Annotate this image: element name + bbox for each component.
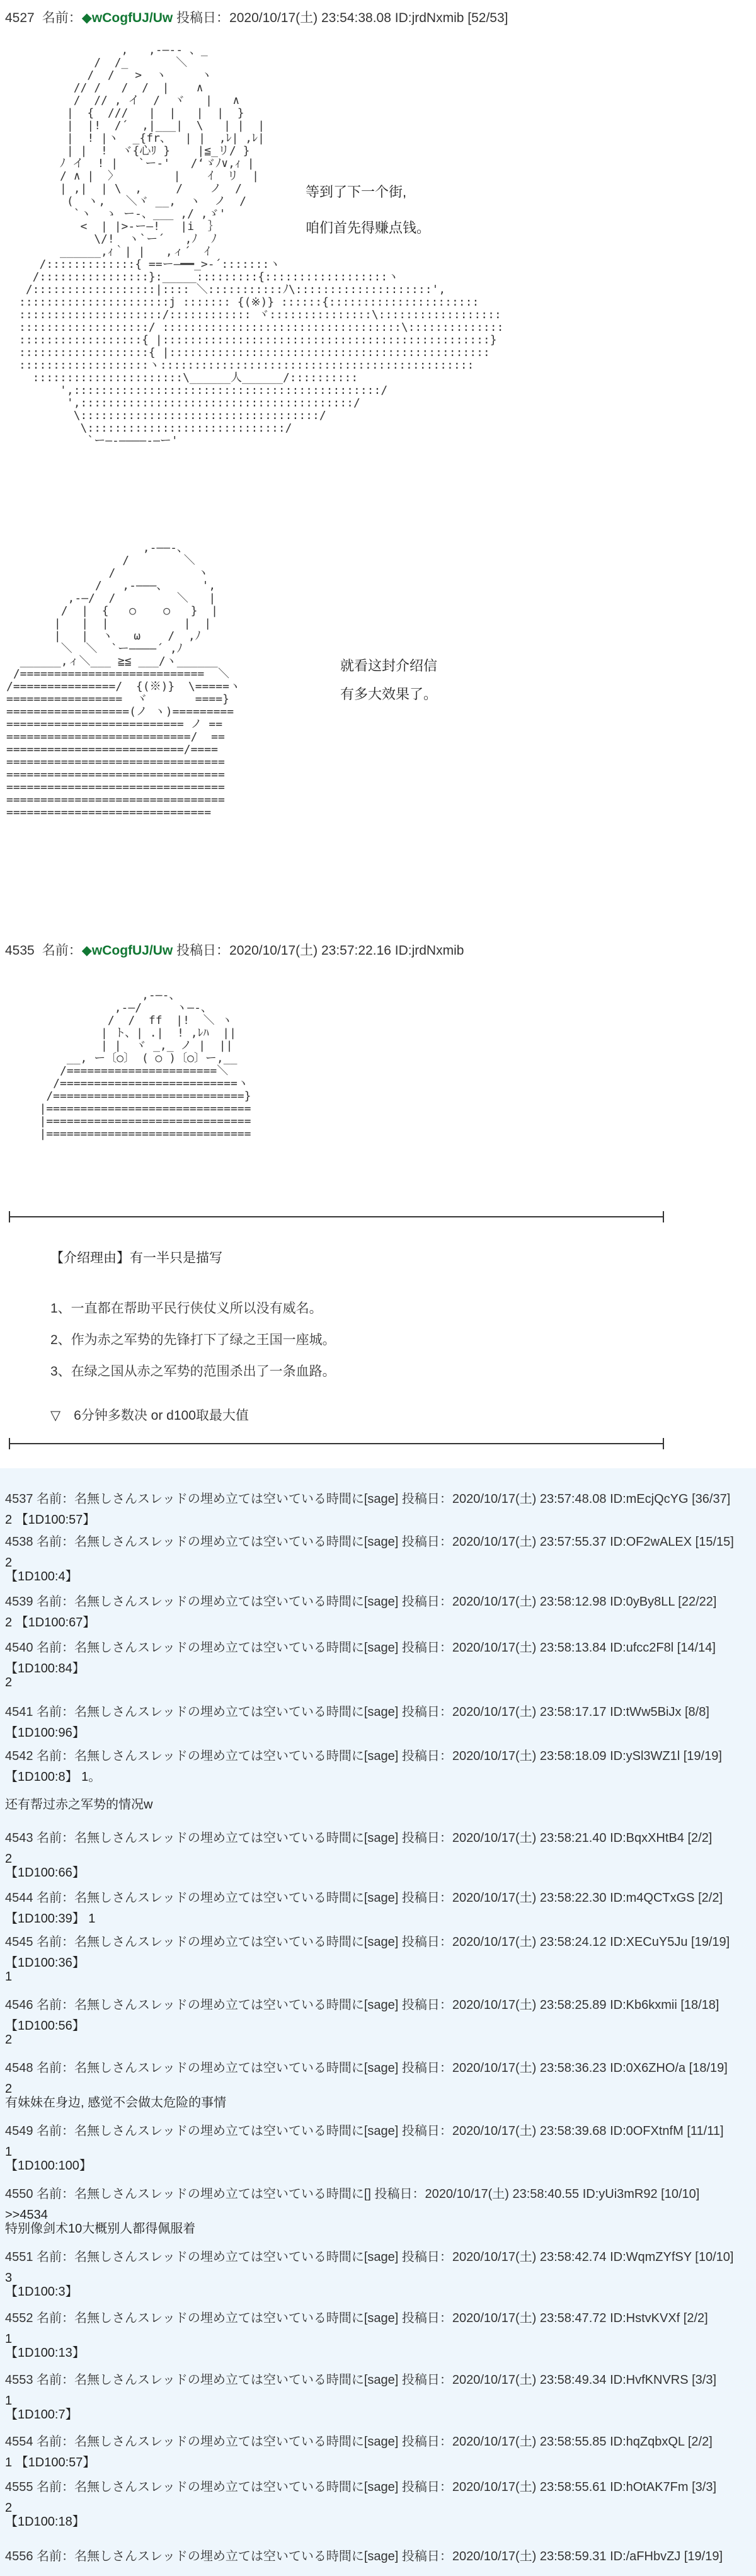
divider-tick	[663, 1438, 664, 1449]
reply-post	[5, 2369, 748, 2422]
reply-header[interactable]: 4544 名前：名無しさんスレッドの埋め立ては空いている時間に[sage] 投稿日：2020/10/17(土) 23:58:22.30 ID:m4QCTxGS [2/2]	[5, 1891, 723, 1905]
reply-post	[5, 1931, 748, 1984]
dialogue-line: 有多大效果了。	[340, 686, 438, 702]
post-number[interactable]: 4535	[5, 943, 35, 958]
divider-tick	[663, 1211, 664, 1222]
reply-body: 1 【1D100:13】	[5, 2332, 85, 2360]
intro-title: 【介绍理由】有一半只是描写	[50, 1251, 222, 1265]
dialogue-line: 就看这封介绍信	[340, 658, 438, 674]
ascii-art-girl: , ,-―-- 、_ / /_ ＼ / / > ヽ ヽ // / / / | ∧ / // , イ / ヾ | ∧ | { /// | | | | } | |! /´ ,|___| \ | | | | ! |ヽ _{fr、 | | ,ﾚ| ,ﾚ| | | ! ヾ{心ﾘ } |≦_リ/ } ﾉ イ ! | `ー‐' /‘ゞﾉ∨,ｨ | / ∧ | 〉 | ｲ リ | | ,| | \ , / ノ / ( ヽ, ＼ヾ __, ヽ ノ / `ヽ ゝ ー-、___ ,/ ,ゞ' < | |>-ー―! |i ｝ \/! ヽ`ー´ ,ﾉ ﾉ ______,ｨ｀| | ,ィ´ ｲ /:::::::::::::{ ==ー―━━_>‐´:::::::ヽ /::::::::::::::::}:_____:::::::::{::::::::::::::::::ヽ /::::::::::::::::::|:::: ＼:::::::::::ﾉ\::::::::::::::::::::', ::::::::::::::::::::::j ::::::: {(※)} ::::::{:::::::::::::::::::::: :::::::::::::::::::::/:::::::::::: ヾ:::::::::::::::\:::::::::::::::::: :::::::::::::::::::/ :::::::::::::::::::::::::::::::::::\:::::::::::::: ::::::::::::::::::{ |::::::::::::::::::::::::::::::::::::::::::::::::} :::::::::::::::::::{ |::::::::::::::::::::::::::::::::::::::::::::::: :::::::::::::::::::ヽ:::::::::::::::::::::::::::::::::::::::::::::: ::::::::::::::::::::::\______人______/:::::::::: ',:::::::::::::::::::::::::::::::::::::::::::::/ ',::::::::::::::::::::::::::::::::::::::::/ \:::::::::::::::::::::::::::::::::::/ \:::::::::::::::::::::::::::::/ `ー―‐――――‐―ー'	[19, 43, 504, 447]
reply-body: 1 【1D100:7】	[5, 2394, 78, 2422]
reply-body: 2 有妹妹在身边, 感觉不会做太危险的事情	[5, 2082, 227, 2110]
post-header-4535	[5, 940, 464, 959]
reply-post	[5, 2308, 748, 2360]
reply-header[interactable]: 4538 名前：名無しさんスレッドの埋め立ては空いている時間に[sage] 投稿日：2020/10/17(土) 23:57:55.37 ID:OF2wALEX [15/15]	[5, 1535, 734, 1549]
reply-header[interactable]: 4553 名前：名無しさんスレッドの埋め立ては空いている時間に[sage] 投稿日：2020/10/17(土) 23:58:49.34 ID:HvfKNVRS [3/3]	[5, 2373, 717, 2387]
reply-header[interactable]: 4539 名前：名無しさんスレッドの埋め立ては空いている時間に[sage] 投稿日：2020/10/17(土) 23:58:12.98 ID:0yBy8LL [22/22]	[5, 1595, 717, 1609]
reply-header[interactable]: 4542 名前：名無しさんスレッドの埋め立ては空いている時間に[sage] 投稿日：2020/10/17(土) 23:58:18.09 ID:ySl3WZ1l [19/19]	[5, 1749, 722, 1763]
divider-bottom	[9, 1443, 664, 1444]
ascii-art-character: ,-―-、 ,-―/ ヽ―-、 / / ff |! ＼ ヽ | ト、| .| ! ,ﾚﾊ || | | ヾ _,_ ノ | || __, ー〔○〕 ( ○ )〔○〕ー,__ /======================＼ /==========================ヽ /============================} |============================== |============================== |==============================	[39, 989, 251, 1141]
reply-post	[5, 1531, 748, 1584]
reply-body: 2 【1D100:67】	[5, 1616, 96, 1630]
reply-body: 2 【1D100:4】	[5, 1556, 78, 1584]
name-label: 名前：	[42, 11, 82, 25]
reply-body: 【1D100:8】 1。 还有帮过赤之军势的情况w	[5, 1770, 153, 1812]
ascii-art-letter: ,-――-、 / ＼ / ヽ / ,-―――、 ', ,-―/ / ＼ | / | { ○ ○ } | | | | | | | | ヽ ω / ,ﾉ ＼ ＼ `ー――――´ ,ﾉ ______,ィ＼___ ≧≦ ___/ヽ______ /=========================== ＼ /===============/ {(※)} \=====ヽ ================= ヾ ====} ==================(ノ ヽ)========= ========================== ノ == ===========================/ == ==========================/==== ================================ ================================ ================================ ================================ ==============================	[6, 541, 241, 819]
post-meta: 投稿日：2020/10/17(土) 23:57:22.16 ID:jrdNxmib	[176, 943, 464, 958]
dialogue-line: 等到了下一个街,	[306, 184, 407, 200]
reply-header[interactable]: 4546 名前：名無しさんスレッドの埋め立ては空いている時間に[sage] 投稿日：2020/10/17(土) 23:58:25.89 ID:Kb6kxmii [18/18]	[5, 1998, 719, 2012]
reply-header[interactable]: 4543 名前：名無しさんスレッドの埋め立ては空いている時間に[sage] 投稿日：2020/10/17(土) 23:58:21.40 ID:BqxXHtB4 [2/2]	[5, 1831, 713, 1845]
reply-body: 【1D100:36】 1	[5, 1956, 85, 1984]
reply-post	[5, 1887, 748, 1926]
divider-tick	[9, 1211, 10, 1222]
reply-body: 【1D100:96】	[5, 1726, 85, 1740]
reply-header[interactable]: 4541 名前：名無しさんスレッドの埋め立ては空いている時間に[sage] 投稿日：2020/10/17(土) 23:58:17.17 ID:tWw5BiJx [8/8]	[5, 1705, 709, 1719]
reply-body: >>4534 特别像剑术10大概别人都得佩服着	[5, 2208, 196, 2236]
vote-note: ▽ 6分钟多数决 or d100取最大值	[50, 1408, 249, 1423]
reply-post	[5, 2057, 748, 2110]
name-label: 名前：	[42, 943, 82, 958]
reply-body: 2 【1D100:57】	[5, 1513, 96, 1527]
reply-header[interactable]: 4548 名前：名無しさんスレッドの埋め立ては空いている時間に[sage] 投稿日：2020/10/17(土) 23:58:36.23 ID:0X6ZHO/a [18/19]	[5, 2061, 728, 2075]
post-number[interactable]: 4527	[5, 11, 35, 25]
reply-body: 1 【1D100:100】	[5, 2145, 92, 2173]
reply-post	[5, 1488, 748, 1527]
reply-header[interactable]: 4549 名前：名無しさんスレッドの埋め立ては空いている時間に[sage] 投稿日：2020/10/17(土) 23:58:39.68 ID:0OFXtnfM [11/11]	[5, 2124, 724, 2138]
reply-body: 1 【1D100:57】	[5, 2456, 96, 2470]
reply-header[interactable]: 4556 名前：名無しさんスレッドの埋め立ては空いている時間に[sage] 投稿日：2020/10/17(土) 23:58:59.31 ID:/aFHbvZJ [19/19]	[5, 2550, 723, 2563]
reply-post	[5, 1637, 748, 1689]
reply-body: 【1D100:84】 2	[5, 1662, 85, 1689]
reply-header[interactable]: 4551 名前：名無しさんスレッドの埋め立ては空いている時間に[sage] 投稿日：2020/10/17(土) 23:58:42.74 ID:WqmZYfSY [10/10]	[5, 2250, 734, 2264]
reply-body: 【1D100:56】 2	[5, 2019, 85, 2047]
reply-body: 【1D100:39】 1	[5, 1912, 96, 1926]
reply-body: 3 【1D100:3】	[5, 2271, 78, 2299]
reply-header[interactable]: 4540 名前：名無しさんスレッドの埋め立ては空いている時間に[sage] 投稿日：2020/10/17(土) 23:58:13.84 ID:ufcc2F8l [14/14]	[5, 1641, 716, 1655]
dialogue-line: 咱们首先得赚点钱。	[306, 220, 431, 236]
divider-tick	[9, 1438, 10, 1449]
reply-post	[5, 1701, 748, 1740]
reply-body: 2 【1D100:66】	[5, 1852, 85, 1880]
reply-header[interactable]: 4552 名前：名無しさんスレッドの埋め立ては空いている時間に[sage] 投稿日：2020/10/17(土) 23:58:47.72 ID:HstvKVXf [2/2]	[5, 2311, 708, 2325]
reply-body: 2 【1D100:18】	[5, 2501, 85, 2529]
reply-post	[5, 1827, 748, 1880]
reply-post	[5, 1994, 748, 2047]
reply-post	[5, 1745, 748, 1812]
reply-post	[5, 2246, 748, 2299]
reply-post	[5, 2120, 748, 2173]
reply-post	[5, 2546, 748, 2570]
reply-header[interactable]: 4537 名前：名無しさんスレッドの埋め立ては空いている時間に[sage] 投稿日：2020/10/17(土) 23:57:48.08 ID:mEcjQcYG [36/37]	[5, 1492, 731, 1506]
reply-post	[5, 2431, 748, 2470]
reply-header[interactable]: 4550 名前：名無しさんスレッドの埋め立ては空いている時間に[] 投稿日：2020/10/17(土) 23:58:40.55 ID:yUi3mR92 [10/10]	[5, 2187, 700, 2201]
reply-post	[5, 2476, 748, 2529]
post-header-4527	[5, 8, 508, 26]
intro-item: 1、一直都在帮助平民行侠仗义所以没有威名。	[50, 1301, 323, 1316]
reply-header[interactable]: 4545 名前：名無しさんスレッドの埋め立ては空いている時間に[sage] 投稿日：2020/10/17(土) 23:58:24.12 ID:XECuY5Ju [19/19]	[5, 1935, 730, 1949]
intro-item: 2、作为赤之军势的先锋打下了绿之王国一座城。	[50, 1333, 336, 1347]
post-meta: 投稿日：2020/10/17(土) 23:54:38.08 ID:jrdNxmib [52/53]	[176, 11, 508, 25]
divider-top	[9, 1216, 664, 1217]
reply-header[interactable]: 4554 名前：名無しさんスレッドの埋め立ては空いている時間に[sage] 投稿日：2020/10/17(土) 23:58:55.85 ID:hqZqbxQL [2/2]	[5, 2435, 713, 2449]
reply-post	[5, 2183, 748, 2236]
tripcode: ◆wCogfUJ/Uw	[81, 11, 173, 25]
reply-post	[5, 1591, 748, 1630]
reply-header[interactable]: 4555 名前：名無しさんスレッドの埋め立ては空いている時間に[sage] 投稿日：2020/10/17(土) 23:58:55.61 ID:hOtAK7Fm [3/3]	[5, 2480, 717, 2494]
intro-item: 3、在绿之国从赤之军势的范围杀出了一条血路。	[50, 1364, 336, 1379]
tripcode: ◆wCogfUJ/Uw	[81, 943, 173, 958]
